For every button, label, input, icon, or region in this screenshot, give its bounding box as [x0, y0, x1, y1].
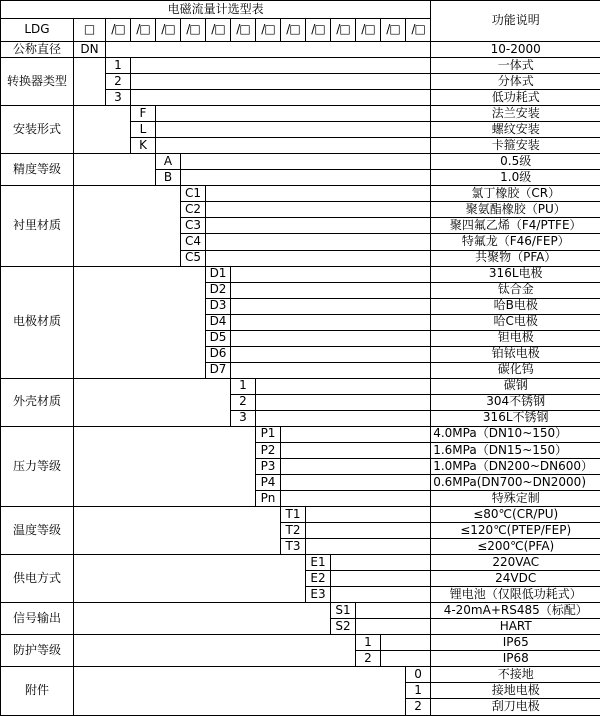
spacer-cell [331, 587, 431, 603]
spacer-cell [131, 58, 431, 74]
spacer-cell [156, 138, 431, 154]
model-prefix: LDG [1, 19, 74, 42]
desc-cell: 卡箍安装 [431, 138, 600, 154]
code-cell: T1 [281, 507, 306, 523]
model-slot: /□ [181, 19, 206, 42]
desc-cell: 不接地 [431, 667, 600, 683]
code-cell: 2 [356, 651, 381, 667]
code-cell: 1 [231, 378, 256, 394]
spacer-cell [74, 186, 181, 266]
desc-cell: 共聚物（PFA） [431, 250, 600, 266]
desc-cell: 0.5级 [431, 154, 600, 170]
code-cell: P2 [256, 442, 281, 458]
spacer-cell [281, 490, 431, 506]
desc-cell: 304不锈钢 [431, 394, 600, 410]
desc-cell: 法兰安装 [431, 106, 600, 122]
category-protection-grade: 防护等级 [1, 635, 74, 667]
category-nominal-diameter: 公称直径 [1, 42, 74, 58]
spacer-cell [206, 234, 431, 250]
desc-cell: 24VDC [431, 571, 600, 587]
category-accessories: 附件 [1, 667, 74, 716]
spacer-cell [281, 474, 431, 490]
desc-cell: 316L电极 [431, 266, 600, 282]
code-cell: D5 [206, 330, 231, 346]
code-cell: E3 [306, 587, 331, 603]
spacer-cell [206, 250, 431, 266]
spacer-cell [356, 619, 431, 635]
code-cell: 0 [406, 667, 431, 683]
code-cell: C2 [181, 202, 206, 218]
code-cell: 1 [356, 635, 381, 651]
code-cell: D2 [206, 282, 231, 298]
code-cell: C3 [181, 218, 206, 234]
desc-cell: 锂电池（仅限低功耗式） [431, 587, 600, 603]
code-cell: 2 [106, 74, 131, 90]
desc-cell: 4.0MPa（DN10~150） [431, 426, 600, 442]
spacer-cell [331, 571, 431, 587]
spacer-cell [74, 507, 281, 555]
code-cell: D6 [206, 346, 231, 362]
spacer-cell [231, 314, 431, 330]
spacer-cell [74, 154, 156, 186]
code-cell: T2 [281, 523, 306, 539]
spacer-cell [231, 266, 431, 282]
category-housing-material: 外壳材质 [1, 378, 74, 426]
code-cell: T3 [281, 539, 306, 555]
spacer-cell [74, 635, 356, 667]
code-cell: DN [74, 42, 106, 58]
function-column-header: 功能说明 [431, 1, 600, 42]
model-slot: /□ [231, 19, 256, 42]
desc-cell: 钽电极 [431, 330, 600, 346]
code-cell: E1 [306, 555, 331, 571]
desc-cell: 哈C电极 [431, 314, 600, 330]
category-pressure-grade: 压力等级 [1, 426, 74, 506]
model-slot: /□ [281, 19, 306, 42]
desc-cell: 聚四氟乙烯（F4/PTFE） [431, 218, 600, 234]
spacer-cell [256, 410, 431, 426]
desc-cell: 1.6MPa（DN15~150） [431, 442, 600, 458]
desc-cell: 特氟龙（F46/FEP） [431, 234, 600, 250]
model-slot: /□ [331, 19, 356, 42]
spacer-cell [131, 74, 431, 90]
spacer-cell [281, 442, 431, 458]
desc-cell: ≤200℃(PFA) [431, 539, 600, 555]
desc-cell: IP65 [431, 635, 600, 651]
spacer-cell [181, 154, 431, 170]
spacer-cell [356, 603, 431, 619]
spacer-cell [231, 346, 431, 362]
code-cell: 1 [406, 683, 431, 699]
desc-cell: 铂铱电极 [431, 346, 600, 362]
model-slot: /□ [306, 19, 331, 42]
code-cell: 2 [406, 699, 431, 716]
spacer-cell [74, 667, 406, 716]
desc-cell: 碳化钨 [431, 362, 600, 378]
desc-cell: ≤120℃(PTEP/FEP) [431, 523, 600, 539]
desc-cell: 220VAC [431, 555, 600, 571]
spacer-cell [131, 90, 431, 106]
spacer-cell [106, 42, 431, 58]
spacer-cell [74, 555, 306, 603]
spacer-cell [306, 539, 431, 555]
spacer-cell [206, 186, 431, 202]
desc-cell: 螺纹安装 [431, 122, 600, 138]
model-slot: /□ [131, 19, 156, 42]
spacer-cell [256, 378, 431, 394]
code-cell: 3 [106, 90, 131, 106]
desc-cell: 哈B电极 [431, 298, 600, 314]
code-cell: S1 [331, 603, 356, 619]
code-cell: B [156, 170, 181, 186]
code-cell: L [131, 122, 156, 138]
code-cell: P4 [256, 474, 281, 490]
spacer-cell [181, 170, 431, 186]
model-slot: /□ [406, 19, 431, 42]
desc-cell: 4-20mA+RS485（标配） [431, 603, 600, 619]
spacer-cell [281, 426, 431, 442]
model-slot: /□ [156, 19, 181, 42]
spacer-cell [306, 507, 431, 523]
category-electrode-material: 电极材质 [1, 266, 74, 378]
category-lining-material: 衬里材质 [1, 186, 74, 266]
code-cell: A [156, 154, 181, 170]
code-cell: D1 [206, 266, 231, 282]
spacer-cell [156, 122, 431, 138]
desc-cell: ≤80℃(CR/PU) [431, 507, 600, 523]
desc-cell: 分体式 [431, 74, 600, 90]
desc-cell: 10-2000 [431, 42, 600, 58]
desc-cell: 316L不锈钢 [431, 410, 600, 426]
spacer-cell [231, 298, 431, 314]
code-cell: 2 [231, 394, 256, 410]
code-cell: P1 [256, 426, 281, 442]
desc-cell: 钛合金 [431, 282, 600, 298]
spacer-cell [156, 106, 431, 122]
model-slot: /□ [381, 19, 406, 42]
spacer-cell [74, 426, 256, 506]
spacer-cell [231, 362, 431, 378]
category-converter-type: 转换器类型 [1, 58, 74, 106]
spacer-cell [74, 58, 106, 106]
desc-cell: 1.0级 [431, 170, 600, 186]
desc-cell: 氯丁橡胶（CR） [431, 186, 600, 202]
desc-cell: 特殊定制 [431, 490, 600, 506]
model-slot: /□ [106, 19, 131, 42]
desc-cell: 碳钢 [431, 378, 600, 394]
desc-cell: 刮刀电极 [431, 699, 600, 716]
desc-cell: 接地电极 [431, 683, 600, 699]
code-cell: C5 [181, 250, 206, 266]
spacer-cell [74, 603, 331, 635]
desc-cell: 1.0MPa（DN200~DN600） [431, 458, 600, 474]
table-title: 电磁流量计选型表 [1, 1, 431, 19]
spacer-cell [231, 282, 431, 298]
code-cell: K [131, 138, 156, 154]
spacer-cell [74, 106, 131, 154]
spacer-cell [331, 555, 431, 571]
spacer-cell [381, 651, 431, 667]
spacer-cell [74, 378, 231, 426]
category-accuracy-grade: 精度等级 [1, 154, 74, 186]
code-cell: C4 [181, 234, 206, 250]
spacer-cell [381, 635, 431, 651]
category-signal-output: 信号输出 [1, 603, 74, 635]
code-cell: D7 [206, 362, 231, 378]
code-cell: E2 [306, 571, 331, 587]
desc-cell: HART [431, 619, 600, 635]
desc-cell: 聚氨酯橡胶（PU） [431, 202, 600, 218]
spacer-cell [256, 394, 431, 410]
model-slot: /□ [256, 19, 281, 42]
spacer-cell [206, 218, 431, 234]
code-cell: Pn [256, 490, 281, 506]
spacer-cell [74, 266, 206, 378]
code-cell: 3 [231, 410, 256, 426]
spacer-cell [206, 202, 431, 218]
category-temperature-grade: 温度等级 [1, 507, 74, 555]
spacer-cell [231, 330, 431, 346]
desc-cell: 低功耗式 [431, 90, 600, 106]
code-cell: S2 [331, 619, 356, 635]
model-slot: /□ [356, 19, 381, 42]
spacer-cell [281, 458, 431, 474]
spacer-cell [306, 523, 431, 539]
code-cell: D3 [206, 298, 231, 314]
desc-cell: IP68 [431, 651, 600, 667]
code-cell: P3 [256, 458, 281, 474]
code-cell: C1 [181, 186, 206, 202]
code-cell: 1 [106, 58, 131, 74]
desc-cell: 一体式 [431, 58, 600, 74]
code-cell: F [131, 106, 156, 122]
model-slot: /□ [206, 19, 231, 42]
code-cell: D4 [206, 314, 231, 330]
category-power-supply: 供电方式 [1, 555, 74, 603]
model-box-slot: □ [74, 19, 106, 42]
category-installation-type: 安装形式 [1, 106, 74, 154]
desc-cell: 0.6MPa(DN700~DN2000) [431, 474, 600, 490]
